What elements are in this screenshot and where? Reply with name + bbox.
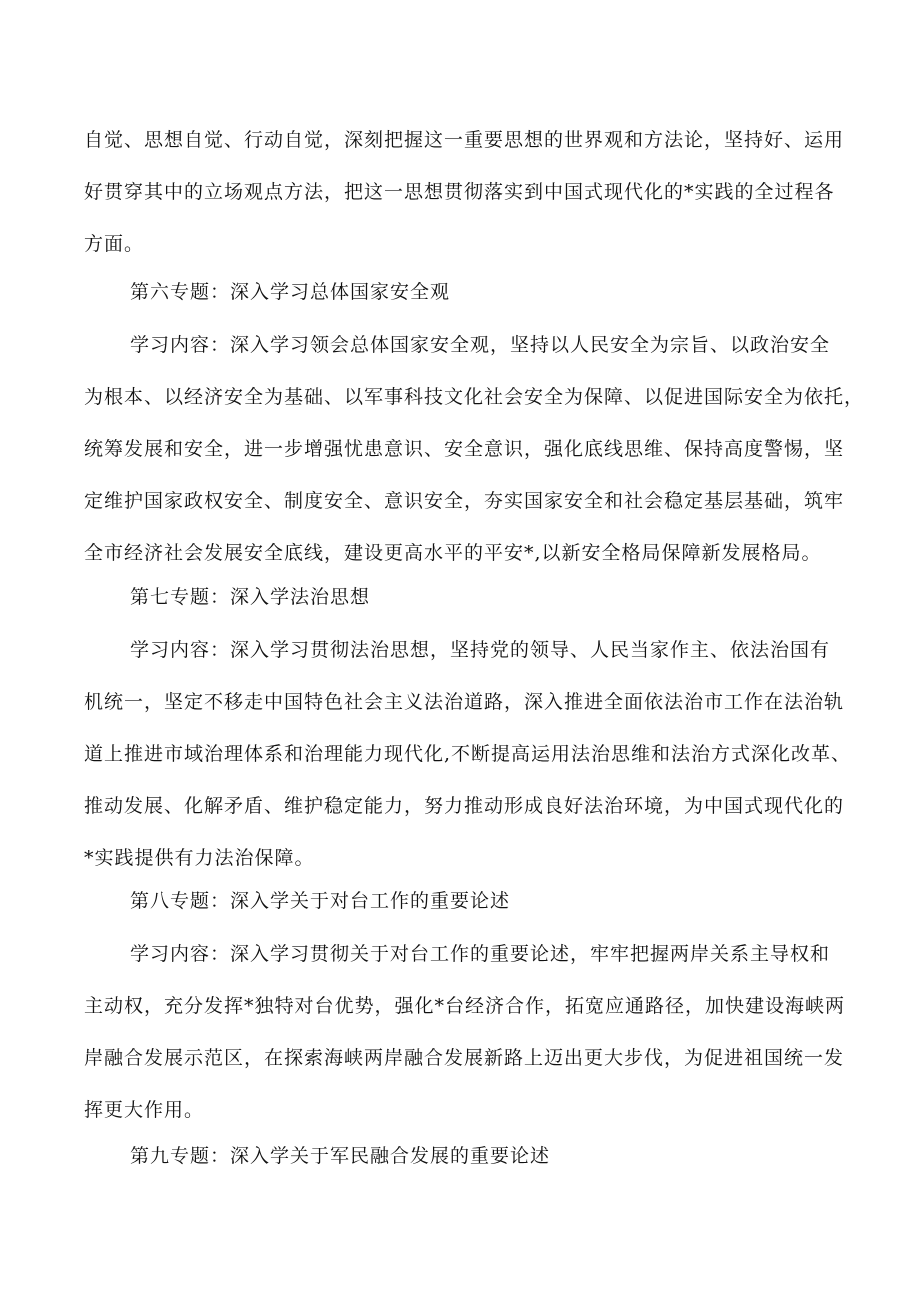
section-heading-topic-8 xyxy=(130,875,510,927)
section-heading-topic-6 xyxy=(130,266,450,318)
heading-line: 第七专题：深入学法治思想 xyxy=(130,586,371,608)
text-line: 定维护国家政权安全、制度安全、意识安全，夯实国家安全和社会稳定基层基础，筑牢 xyxy=(84,490,845,512)
section-heading-topic-9 xyxy=(130,1130,550,1182)
paragraph-topic-8-content xyxy=(84,928,845,1136)
heading-line: 第九专题：深入学关于军民融合发展的重要论述 xyxy=(130,1145,551,1167)
text-line: 统筹发展和安全，进一步增强忧患意识、安全意识，强化底线思维、保持高度警惕，坚 xyxy=(84,438,845,460)
paragraph-intro-continued xyxy=(84,114,844,270)
text-line: 学习内容：深入学习贯彻关于对台工作的重要论述，牢牢把握两岸关系主导权和 xyxy=(130,943,831,965)
section-heading-topic-7 xyxy=(130,571,370,623)
paragraph-topic-7-content xyxy=(84,624,851,884)
text-line: 道上推进市域治理体系和治理能力现代化,不断提高运用法治思维和法治方式深化改革、 xyxy=(84,743,852,765)
text-line: 方面。 xyxy=(84,233,145,255)
text-line: 学习内容：深入学习贯彻法治思想，坚持党的领导、人民当家作主、依法治国有 xyxy=(130,639,831,661)
text-line: 岸融合发展示范区，在探索海峡两岸融合发展新路上迈出更大步伐，为促进祖国统一发 xyxy=(84,1047,845,1069)
text-line: 为根本、以经济安全为基础、以军事科技文化社会安全为保障、以促进国际安全为依托， xyxy=(84,386,865,408)
heading-line: 第八专题：深入学关于对台工作的重要论述 xyxy=(130,890,511,912)
text-line: 全市经济社会发展安全底线，建设更高水平的平安*,以新安全格局保障新发展格局。 xyxy=(84,542,822,564)
paragraph-topic-6-content xyxy=(84,319,864,579)
text-line: 学习内容：深入学习领会总体国家安全观，坚持以人民安全为宗旨、以政治安全 xyxy=(130,334,831,356)
text-line: 好贯穿其中的立场观点方法，把这一思想贯彻落实到中国式现代化的*实践的全过程各 xyxy=(84,181,835,203)
text-line: 机统一，坚定不移走中国特色社会主义法治道路，深入推进全面依法治市工作在法治轨 xyxy=(84,691,845,713)
text-line: 挥更大作用。 xyxy=(84,1099,205,1121)
text-line: *实践提供有力法治保障。 xyxy=(84,847,315,869)
text-line: 自觉、思想自觉、行动自觉，深刻把握这一重要思想的世界观和方法论，坚持好、运用 xyxy=(84,129,845,151)
heading-line: 第六专题：深入学习总体国家安全观 xyxy=(130,281,451,303)
text-line: 推动发展、化解矛盾、维护稳定能力，努力推动形成良好法治环境，为中国式现代化的 xyxy=(84,795,845,817)
text-line: 主动权，充分发挥*独特对台优势，强化*台经济合作，拓宽应通路径，加快建设海峡两 xyxy=(84,995,846,1017)
